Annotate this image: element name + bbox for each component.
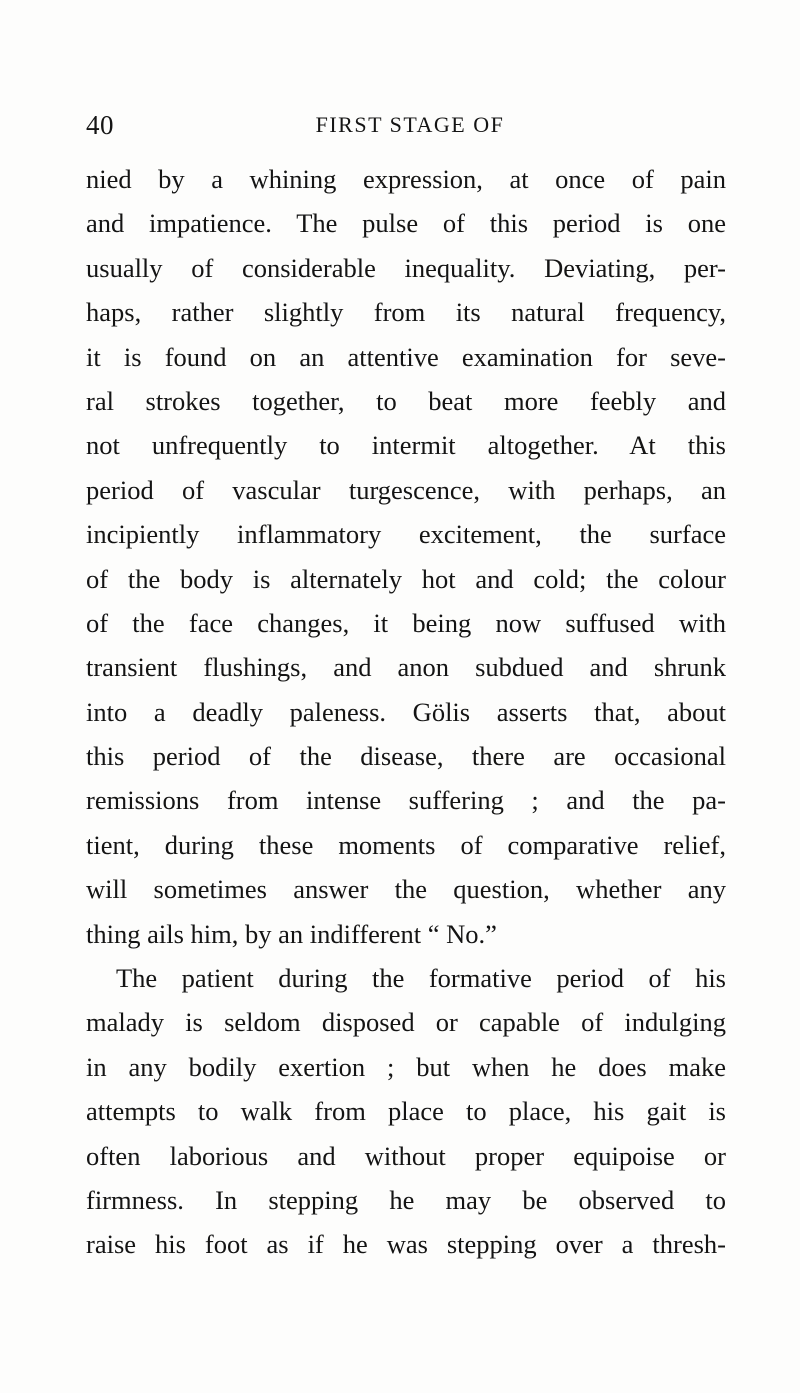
page-number: 40 (86, 110, 114, 140)
text-line: this period of the disease, there are occasional (86, 741, 726, 772)
text-line: incipiently inflammatory excitement, the surface (86, 519, 726, 550)
text-line: tient, during these moments of comparative relief, (86, 829, 726, 860)
body-text (86, 157, 726, 1267)
text-line: in any bodily exertion ; but when he does make (86, 1051, 726, 1082)
text-line: will sometimes answer the question, whether any (86, 874, 726, 905)
text-line: ral strokes together, to beat more feebly and (86, 385, 726, 416)
text-line: raise his foot as if he was stepping over a thresh- (86, 1229, 726, 1260)
text-line: of the body is alternately hot and cold; the colour (86, 563, 726, 594)
running-title: FIRST STAGE OF (315, 112, 505, 137)
text-line: it is found on an attentive examination for seve- (86, 341, 726, 372)
running-header (0, 105, 800, 145)
text-line: usually of considerable inequality. Deviating, per- (86, 252, 726, 283)
text-line: attempts to walk from place to place, his gait is (86, 1096, 726, 1127)
paragraph-end-line: thing ails him, by an indifferent “ No.” (86, 918, 497, 949)
paragraph-start-line: The patient during the formative period of his (116, 963, 726, 994)
text-line: malady is seldom disposed or capable of indulging (86, 1007, 726, 1038)
text-line: remissions from intense suffering ; and the pa- (86, 785, 726, 816)
text-line: of the face changes, it being now suffused with (86, 607, 726, 638)
text-line: not unfrequently to intermit altogether. At this (86, 430, 726, 461)
text-line: haps, rather slightly from its natural frequency, (86, 297, 726, 328)
text-line: into a deadly paleness. Gölis asserts that, about (86, 696, 726, 727)
text-line: often laborious and without proper equipoise or (86, 1140, 726, 1171)
text-line: firmness. In stepping he may be observed to (86, 1184, 726, 1215)
text-line: and impatience. The pulse of this period is one (86, 208, 726, 239)
text-line: period of vascular turgescence, with perhaps, an (86, 474, 726, 505)
text-line: transient flushings, and anon subdued and shrunk (86, 652, 726, 683)
text-line: nied by a whining expression, at once of pain (86, 164, 726, 194)
